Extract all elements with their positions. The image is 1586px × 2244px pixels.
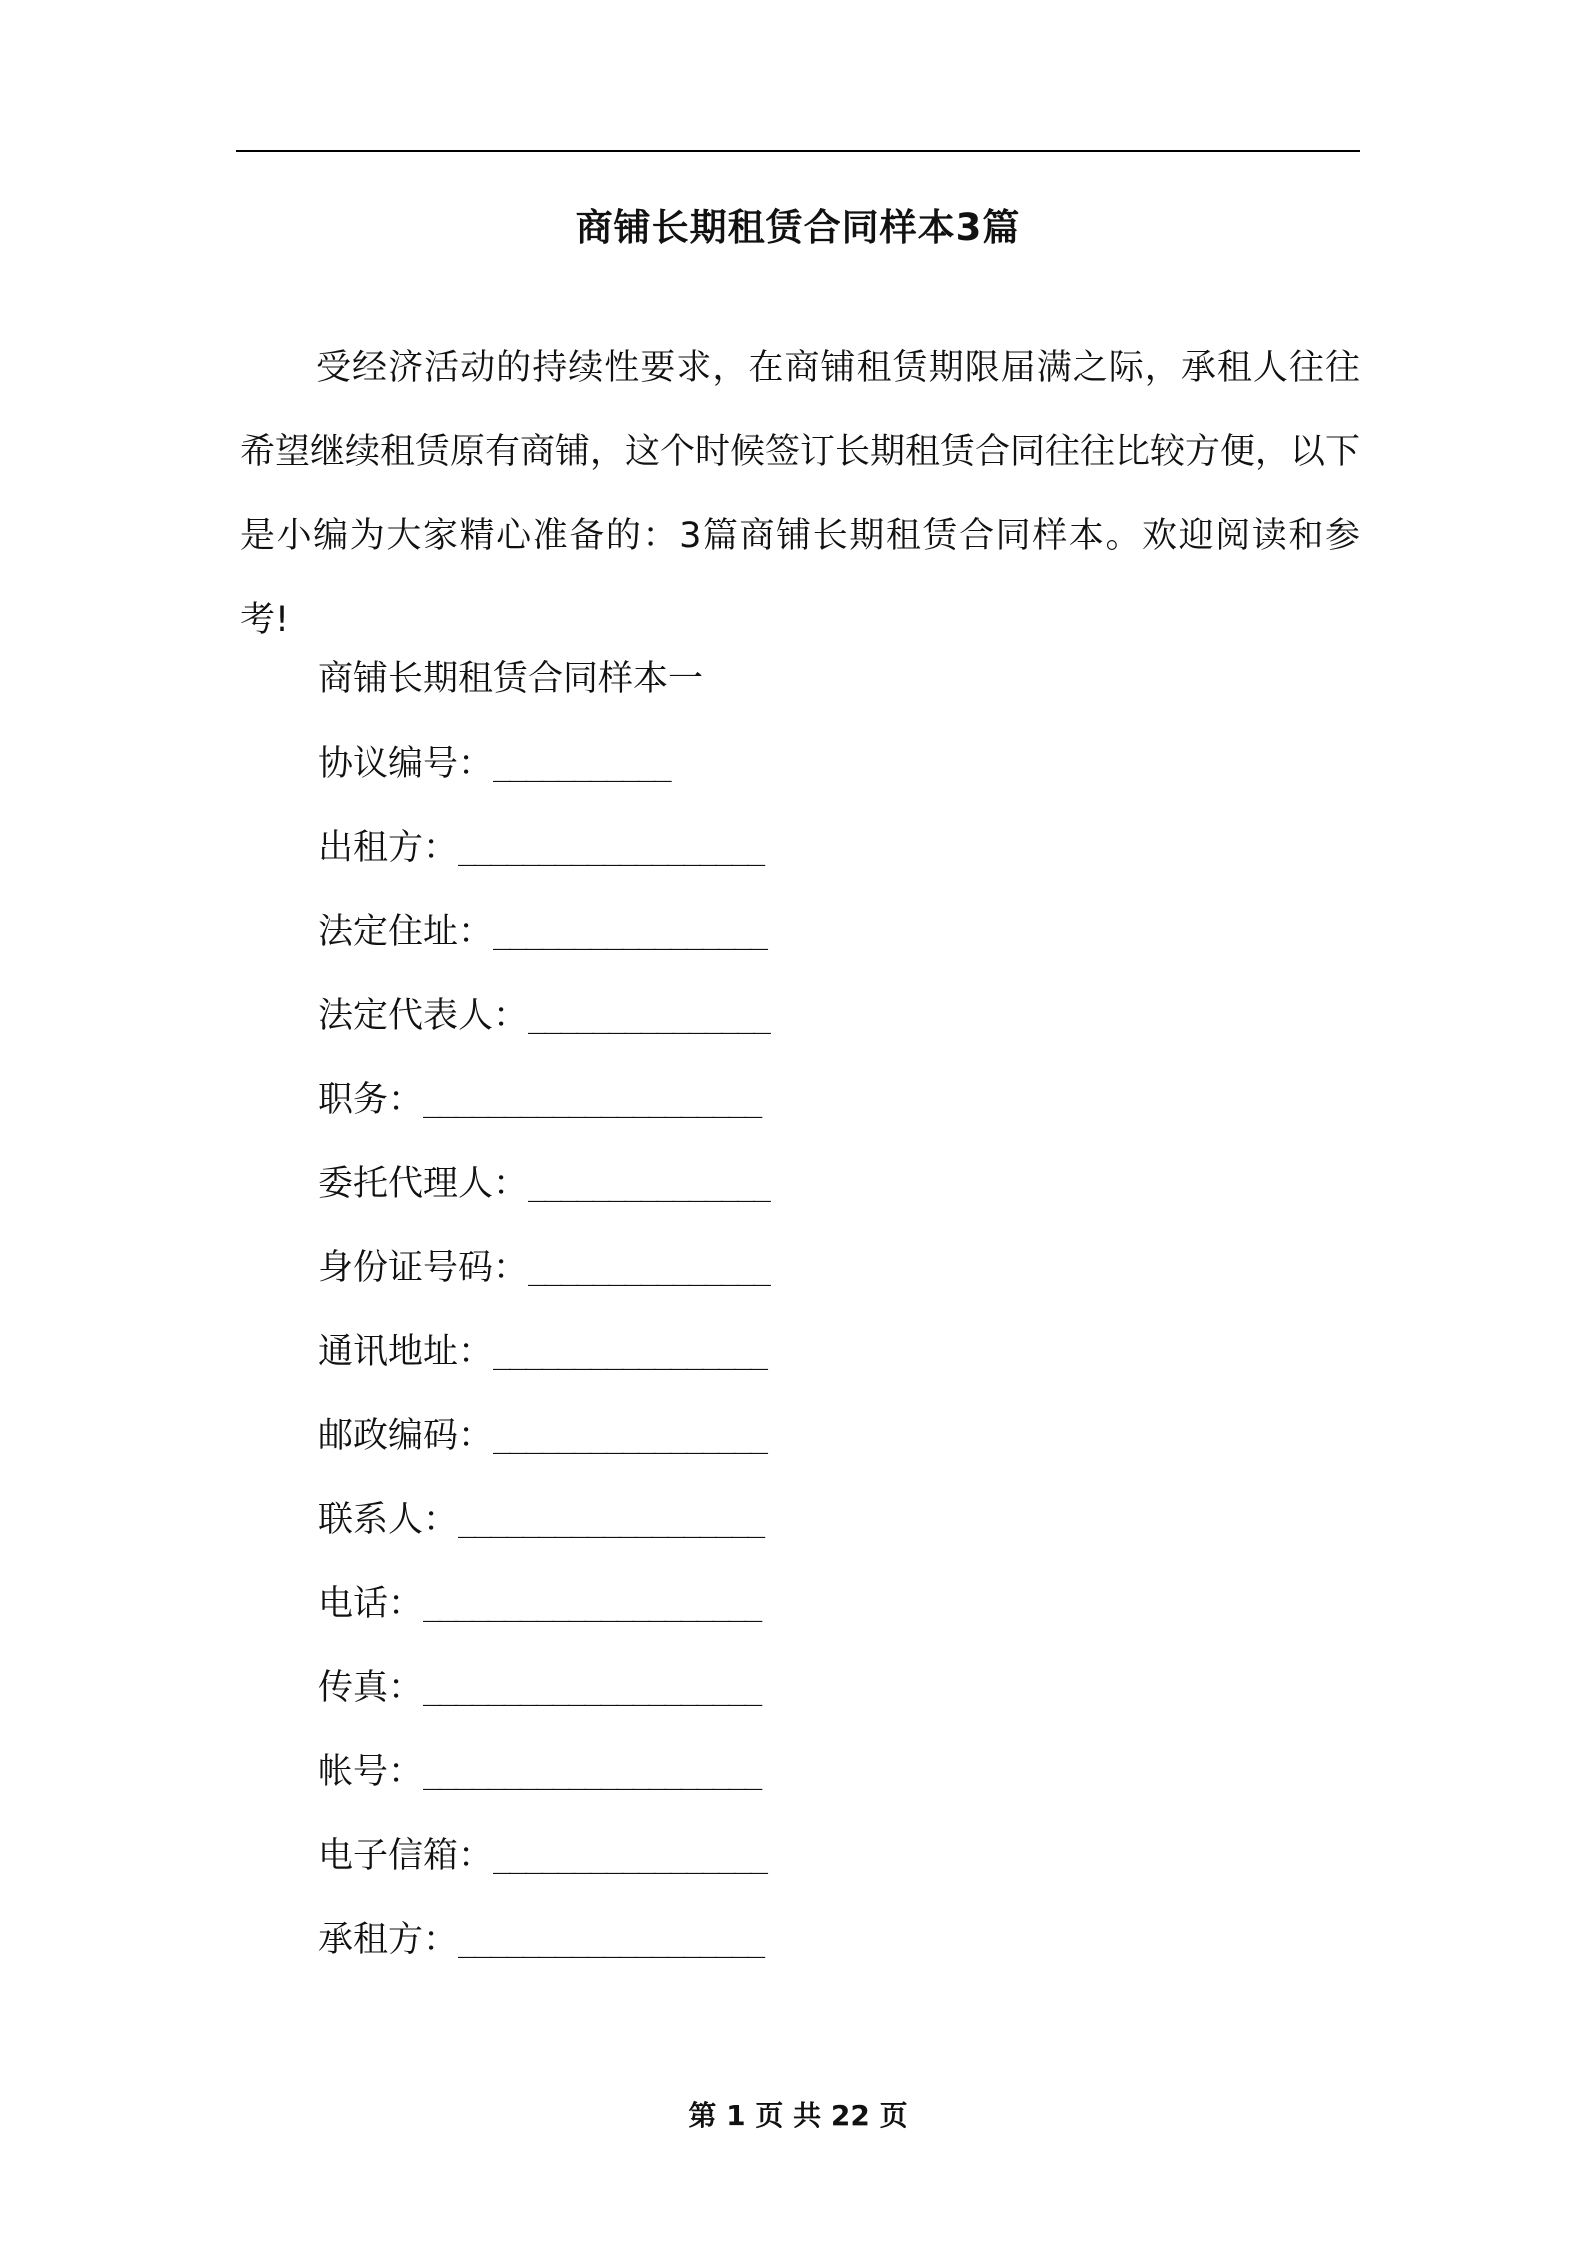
field-label: 电子信箱： — [318, 1836, 494, 1876]
field-blank: _________________ — [493, 1420, 767, 1455]
field-label: 身份证号码： — [318, 1248, 529, 1288]
field-label: 协议编号： — [318, 744, 494, 784]
field-blank: ___________________ — [458, 1924, 764, 1959]
field-label: 联系人： — [318, 1500, 459, 1540]
field-label: 出租方： — [318, 828, 459, 868]
section-heading: 商铺长期租赁合同样本一 — [318, 659, 704, 699]
field-legal-address — [318, 907, 769, 991]
contract-fields — [318, 739, 769, 1999]
field-phone — [318, 1579, 769, 1663]
field-label: 通讯地址： — [318, 1332, 494, 1372]
field-account-number — [318, 1747, 769, 1831]
field-label: 邮政编码： — [318, 1416, 494, 1456]
field-lessor — [318, 823, 769, 907]
field-email — [318, 1831, 769, 1915]
field-blank: _____________________ — [423, 1084, 761, 1119]
field-label: 法定代表人： — [318, 996, 529, 1036]
field-label: 委托代理人： — [318, 1164, 529, 1204]
field-label: 承租方： — [318, 1920, 459, 1960]
field-blank: ___________ — [493, 748, 670, 783]
field-mailing-address — [318, 1327, 769, 1411]
page-number-footer: 第 1 页 共 22 页 — [688, 2099, 908, 2132]
field-legal-representative — [318, 991, 769, 1075]
field-position — [318, 1075, 769, 1159]
field-label: 传真： — [318, 1668, 424, 1708]
field-label: 职务： — [318, 1080, 424, 1120]
field-blank: _____________________ — [423, 1672, 761, 1707]
field-label: 帐号： — [318, 1752, 424, 1792]
field-blank: ___________________ — [458, 832, 764, 867]
field-blank: _________________ — [493, 1336, 767, 1371]
field-id-number — [318, 1243, 769, 1327]
field-blank: _____________________ — [423, 1756, 761, 1791]
field-blank: _______________ — [528, 1168, 769, 1203]
field-blank: _________________ — [493, 916, 767, 951]
intro-paragraph: 受经济活动的持续性要求，在商铺租赁期限届满之际，承租人往往希望继续租赁原有商铺，这个时候签订长期租赁合同往往比较方便，以下是小编为大家精心准备的：3篇商铺长期租赁合同样本。欢迎阅读和参考! — [240, 348, 1361, 640]
document-title: 商铺长期租赁合同样本3篇 — [575, 206, 1021, 249]
field-label: 电话： — [318, 1584, 424, 1624]
field-label: 法定住址： — [318, 912, 494, 952]
field-blank: _______________ — [528, 1252, 769, 1287]
field-fax — [318, 1663, 769, 1747]
field-authorized-agent — [318, 1159, 769, 1243]
field-blank: _________________ — [493, 1840, 767, 1875]
field-blank: ___________________ — [458, 1504, 764, 1539]
field-blank: _____________________ — [423, 1588, 761, 1623]
field-agreement-number — [318, 739, 769, 823]
field-lessee — [318, 1915, 769, 1999]
field-contact-person — [318, 1495, 769, 1579]
field-postal-code — [318, 1411, 769, 1495]
header-rule — [236, 150, 1360, 152]
field-blank: _______________ — [528, 1000, 769, 1035]
